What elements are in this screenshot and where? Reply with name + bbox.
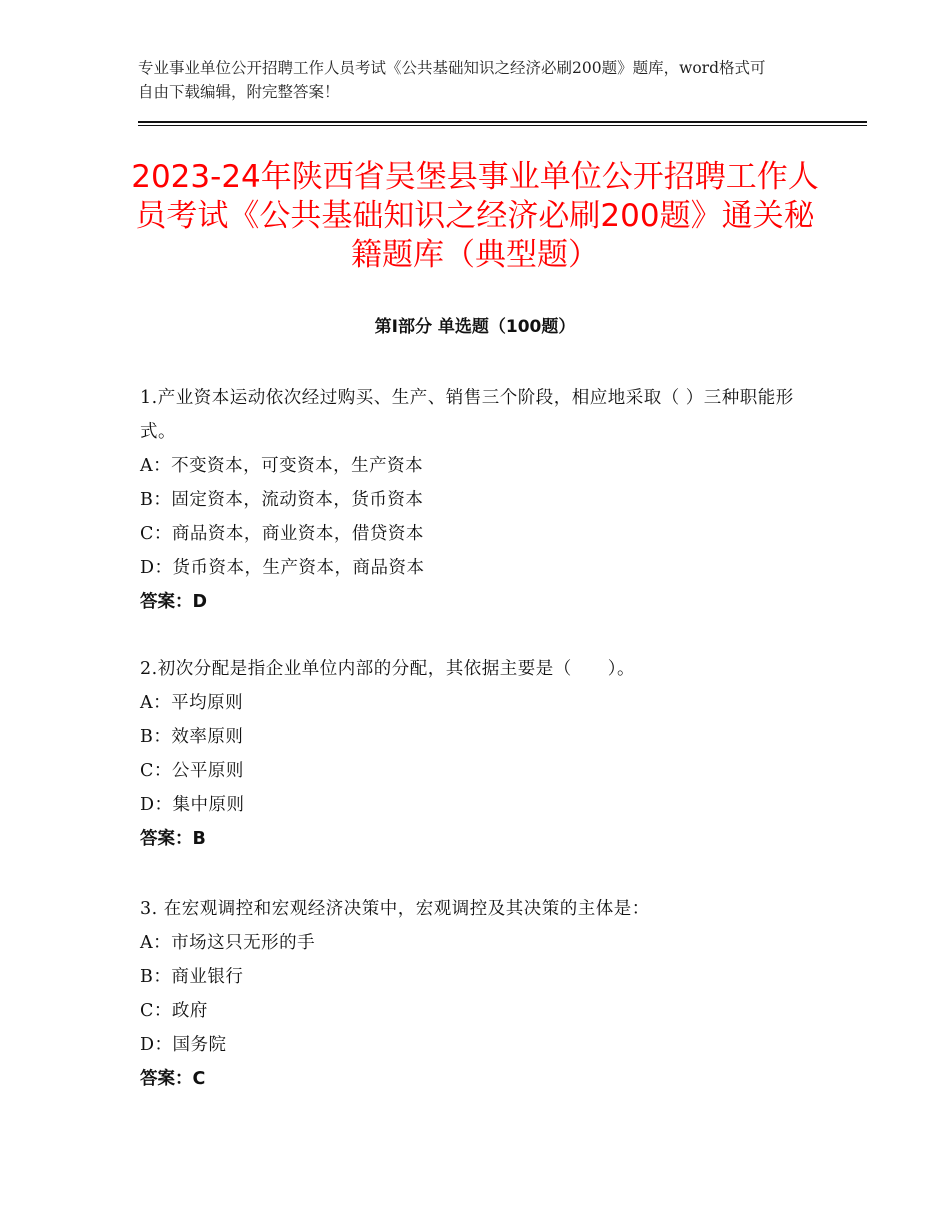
option-c: C：商品资本，商业资本，借贷资本 bbox=[140, 524, 424, 544]
option-b: B：固定资本，流动资本，货币资本 bbox=[140, 490, 424, 510]
header-note: 专业事业单位公开招聘工作人员考试《公共基础知识之经济必刷200题》题库，word格式可自由下载编辑，附完整答案！ bbox=[138, 59, 766, 101]
option-b: B：效率原则 bbox=[140, 727, 244, 747]
option-a: A：市场这只无形的手 bbox=[140, 933, 316, 953]
option-a: A：平均原则 bbox=[140, 693, 244, 713]
section-heading: 第Ⅰ部分 单选题（100题） bbox=[374, 317, 576, 337]
question-stem: 2.初次分配是指企业单位内部的分配，其依据主要是（ ）。 bbox=[140, 659, 635, 679]
question-3 bbox=[140, 892, 800, 1096]
option-d: D：货币资本，生产资本，商品资本 bbox=[140, 558, 425, 578]
option-d: D：集中原则 bbox=[140, 795, 245, 815]
option-c: C：政府 bbox=[140, 1001, 208, 1021]
question-stem: 3. 在宏观调控和宏观经济决策中，宏观调控及其决策的主体是： bbox=[140, 899, 650, 919]
option-b: B：商业银行 bbox=[140, 967, 244, 987]
option-c: C：公平原则 bbox=[140, 761, 244, 781]
option-d: D：国务院 bbox=[140, 1035, 227, 1055]
question-2 bbox=[140, 652, 800, 856]
question-stem: 1.产业资本运动依次经过购买、生产、销售三个阶段，相应地采取（ ）三种职能形式。 bbox=[140, 388, 794, 442]
header-rule-thin bbox=[138, 125, 867, 126]
option-a: A：不变资本，可变资本，生产资本 bbox=[140, 456, 424, 476]
document-title: 2023-24年陕西省吴堡县事业单位公开招聘工作人员考试《公共基础知识之经济必刷200题》通关秘籍题库（典型题） bbox=[131, 159, 819, 273]
answer: 答案：C bbox=[140, 1069, 206, 1089]
answer: 答案：D bbox=[140, 592, 208, 612]
question-1 bbox=[140, 381, 800, 619]
header-rule-thick bbox=[138, 121, 867, 123]
answer: 答案：B bbox=[140, 829, 206, 849]
